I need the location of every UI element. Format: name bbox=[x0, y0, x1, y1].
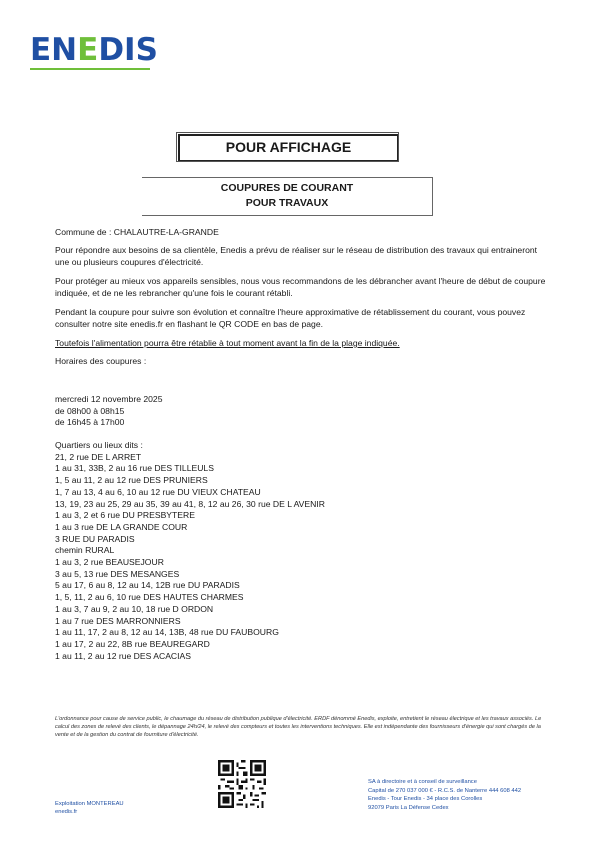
footer-right bbox=[368, 778, 521, 812]
footer-legal-line: SA à directoire et à conseil de surveillance bbox=[368, 779, 477, 785]
list-item: chemin RURAL bbox=[55, 545, 115, 556]
paragraph-restore: Toutefois l'alimentation pourra être rétablie à tout moment avant la fin de la plage indiquée. bbox=[55, 338, 400, 348]
footer-legal-line: Enedis - Tour Enedis - 34 place des Corolles bbox=[368, 796, 483, 802]
list-item: 1 au 3 rue DE LA GRANDE COUR bbox=[55, 521, 188, 532]
title-line2: POUR TRAVAUX bbox=[245, 197, 329, 209]
enedis-logo-text: ENEDIS bbox=[30, 32, 158, 68]
paragraph-intro: Pour répondre aux besoins de sa clientèle, Enedis a prévu de réaliser sur le réseau de distribution des travaux qui entraineront une ou plusieurs coupures d'électricité. bbox=[55, 245, 538, 267]
schedule-block bbox=[55, 394, 162, 429]
horaires-label: Horaires des coupures : bbox=[55, 356, 147, 366]
fine-print: L'ordonnance pour cause de service public, le chaumage du réseau de distribution publique d'électricité. ERDF dénommé Enedis, exploite, entretient le réseau électrique et les travaux associés. Le calcul des zones de relevé des clients, le dépannage 24h/24, le relevé des compteurs et toutes les interventions techniques. Elle est indépendante des fournisseurs d'énergie qui sont chargés de la vente et de la gestion du contrat de fourniture d'électricité. bbox=[55, 716, 542, 738]
list-item: 1 au 3, 7 au 9, 2 au 10, 18 rue D ORDON bbox=[55, 603, 214, 614]
list-item: 13, 19, 23 au 25, 29 au 35, 39 au 41, 8, 12 au 26, 30 rue DE L AVENIR bbox=[55, 498, 325, 509]
affichage-label: POUR AFFICHAGE bbox=[225, 139, 352, 155]
schedule-slot: de 08h00 à 08h15 bbox=[55, 405, 125, 416]
list-item: 1, 5 au 11, 2 au 12 rue DES PRUNIERS bbox=[55, 475, 208, 486]
list-item: 5 au 17, 6 au 8, 12 au 14, 12B rue DU PARADIS bbox=[55, 580, 240, 591]
footer-website-link[interactable]: enedis.fr bbox=[55, 809, 78, 815]
schedule-date: mercredi 12 novembre 2025 bbox=[55, 394, 163, 404]
list-item: 1, 7 au 13, 4 au 6, 10 au 12 rue DU VIEUX CHATEAU bbox=[55, 486, 261, 497]
quartiers-label: Quartiers ou lieux dits : bbox=[55, 440, 143, 450]
title-line1: COUPURES DE COURANT bbox=[220, 182, 354, 194]
title-box bbox=[142, 177, 433, 216]
logo-underline bbox=[30, 68, 150, 70]
pour-affichage-box bbox=[178, 134, 399, 162]
commune-line: Commune de : CHALAUTRE-LA-GRANDE bbox=[55, 227, 219, 237]
list-item: 1 au 3, 2 rue BEAUSEJOUR bbox=[55, 557, 164, 568]
footer-left bbox=[55, 800, 124, 816]
list-item: 3 RUE DU PARADIS bbox=[55, 533, 135, 544]
enedis-logo bbox=[30, 33, 158, 67]
list-item: 1, 5, 11, 2 au 6, 10 rue DES HAUTES CHARMES bbox=[55, 592, 244, 603]
footer-legal-line: Capital de 270 037 000 € - R.C.S. de Nanterre 444 608 442 bbox=[368, 787, 522, 794]
list-item: 1 au 7 rue DES MARRONNIERS bbox=[55, 615, 181, 626]
list-item: 1 au 11, 17, 2 au 8, 12 au 14, 13B, 48 rue DU FAUBOURG bbox=[55, 627, 279, 638]
footer-legal-line: 92079 Paris La Défense Cedex bbox=[368, 804, 449, 811]
quartiers-block bbox=[55, 440, 325, 662]
list-item: 21, 2 rue DE L ARRET bbox=[55, 451, 142, 462]
list-item: 1 au 31, 33B, 2 au 16 rue DES TILLEULS bbox=[55, 463, 214, 474]
paragraph-protect: Pour protéger au mieux vos appareils sensibles, nous vous recommandons de les débrancher avant l'heure de début de coupure indiquée, et de ne les rebrancher qu'une fois le courant rétabli. bbox=[55, 276, 546, 298]
footer-exploitation: Exploitation MONTEREAU bbox=[55, 801, 124, 807]
list-item: 1 au 11, 2 au 12 rue DES ACACIAS bbox=[55, 650, 191, 661]
list-item: 1 au 3, 2 et 6 rue DU PRESBYTERE bbox=[55, 510, 195, 521]
qr-code[interactable] bbox=[218, 760, 266, 808]
list-item: 3 au 5, 13 rue DES MESANGES bbox=[55, 568, 180, 579]
paragraph-follow: Pendant la coupure pour suivre son évolution et connaître l'heure approximative de rétablissement du courant, vous pouvez consulter notre site enedis.fr en flashant le QR CODE en bas de page. bbox=[55, 307, 526, 329]
schedule-slot: de 16h45 à 17h00 bbox=[55, 417, 125, 428]
list-item: 1 au 17, 2 au 22, 8B rue BEAUREGARD bbox=[55, 638, 210, 649]
